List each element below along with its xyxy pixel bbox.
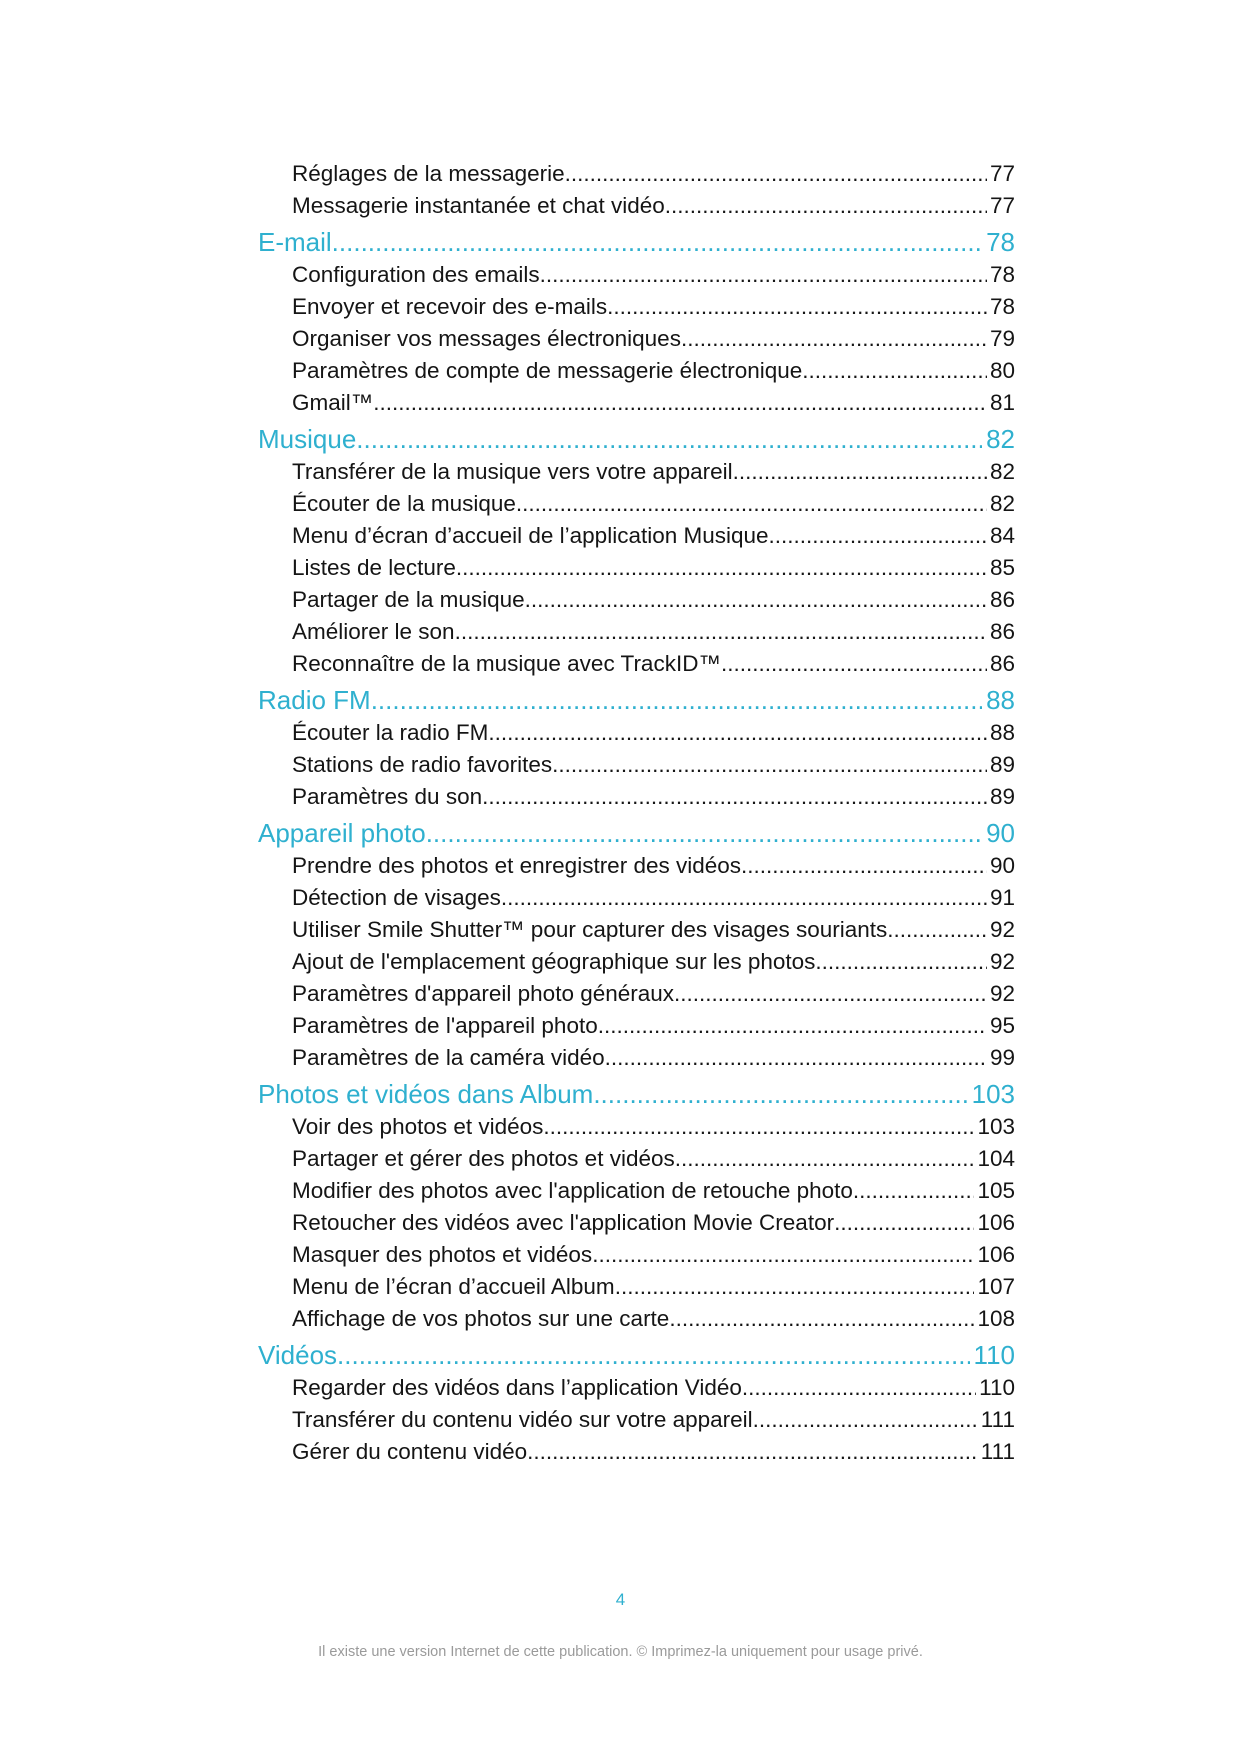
- dot-leader: [356, 422, 982, 456]
- toc-entry-title: Configuration des emails: [292, 262, 540, 287]
- toc-entry-title: Masquer des photos et vidéos: [292, 1242, 593, 1267]
- toc-entry[interactable]: [258, 1239, 1015, 1271]
- dot-leader: [371, 683, 982, 717]
- toc-entry[interactable]: [258, 749, 1015, 781]
- toc-entry-title: Voir des photos et vidéos: [292, 1114, 544, 1139]
- toc-section-title: Vidéos: [258, 1340, 338, 1370]
- dot-leader: [853, 1175, 975, 1207]
- dot-leader: [669, 1303, 974, 1335]
- toc-entry-page: 92: [989, 981, 1015, 1006]
- toc-entry-title: Envoyer et recevoir des e-mails: [292, 294, 608, 319]
- toc-entry[interactable]: [258, 882, 1015, 914]
- toc-entry-title: Transférer du contenu vidéo sur votre appareil: [292, 1407, 753, 1432]
- toc-entry[interactable]: [258, 387, 1015, 419]
- toc-entry-page: 111: [980, 1439, 1015, 1464]
- dot-leader: [681, 323, 987, 355]
- toc-entry-title: Améliorer le son: [292, 619, 455, 644]
- toc-section-heading[interactable]: [258, 683, 1015, 717]
- toc-entry[interactable]: [258, 1175, 1015, 1207]
- table-of-contents: [258, 158, 1015, 1468]
- toc-entry-page: 95: [989, 1013, 1015, 1038]
- toc-entry-page: 80: [989, 358, 1015, 383]
- dot-leader: [540, 259, 987, 291]
- dot-leader: [665, 190, 987, 222]
- toc-section-page: 103: [971, 1079, 1015, 1109]
- toc-section-heading[interactable]: [258, 1077, 1015, 1111]
- dot-leader: [834, 1207, 974, 1239]
- toc-section-page: 88: [986, 685, 1015, 715]
- toc-entry[interactable]: [258, 781, 1015, 813]
- toc-entry-page: 89: [989, 784, 1015, 809]
- dot-leader: [456, 552, 987, 584]
- toc-entry[interactable]: [258, 158, 1015, 190]
- dot-leader: [525, 584, 987, 616]
- toc-entry[interactable]: [258, 1111, 1015, 1143]
- toc-entry-title: Menu de l’écran d’accueil Album: [292, 1274, 615, 1299]
- toc-entry-page: 92: [989, 949, 1015, 974]
- toc-entry[interactable]: [258, 946, 1015, 978]
- toc-entry-page: 92: [989, 917, 1015, 942]
- toc-entry-title: Stations de radio favorites: [292, 752, 553, 777]
- toc-section-heading[interactable]: [258, 225, 1015, 259]
- toc-entry-page: 106: [977, 1210, 1015, 1235]
- toc-entry[interactable]: [258, 488, 1015, 520]
- toc-entry-title: Gérer du contenu vidéo: [292, 1439, 528, 1464]
- toc-entry-page: 89: [989, 752, 1015, 777]
- toc-entry-title: Paramètres d'appareil photo généraux: [292, 981, 675, 1006]
- dot-leader: [501, 882, 987, 914]
- toc-entry-page: 107: [977, 1274, 1015, 1299]
- toc-entry-title: Messagerie instantanée et chat vidéo: [292, 193, 665, 218]
- toc-entry-page: 108: [977, 1306, 1015, 1331]
- toc-entry-title: Menu d’écran d’accueil de l’application Musique: [292, 523, 769, 548]
- page-number: 4: [615, 1590, 626, 1609]
- toc-section-title: Photos et vidéos dans Album: [258, 1079, 594, 1109]
- dot-leader: [552, 749, 987, 781]
- toc-entry-page: 86: [989, 587, 1015, 612]
- toc-entry-page: 81: [989, 390, 1015, 415]
- dot-leader: [565, 158, 987, 190]
- dot-leader: [455, 616, 987, 648]
- toc-entry-page: 105: [977, 1178, 1015, 1203]
- dot-leader: [615, 1271, 975, 1303]
- toc-entry-title: Écouter la radio FM: [292, 720, 489, 745]
- toc-entry[interactable]: [258, 850, 1015, 882]
- dot-leader: [675, 1143, 975, 1175]
- toc-entry-title: Détection de visages: [292, 885, 501, 910]
- toc-section-page: 90: [986, 818, 1015, 848]
- toc-entry-title: Paramètres de compte de messagerie électronique: [292, 358, 803, 383]
- toc-entry-title: Affichage de vos photos sur une carte: [292, 1306, 670, 1331]
- toc-entry[interactable]: [258, 616, 1015, 648]
- toc-section-title: E-mail: [258, 227, 332, 257]
- toc-section-heading[interactable]: [258, 422, 1015, 456]
- dot-leader: [482, 781, 987, 813]
- toc-entry-page: 111: [980, 1407, 1015, 1432]
- dot-leader: [815, 946, 987, 978]
- dot-leader: [373, 387, 987, 419]
- toc-entry-page: 106: [977, 1242, 1015, 1267]
- dot-leader: [802, 355, 987, 387]
- toc-section-heading[interactable]: [258, 816, 1015, 850]
- toc-entry-page: 90: [989, 853, 1015, 878]
- toc-entry-page: 91: [989, 885, 1015, 910]
- dot-leader: [332, 225, 982, 259]
- toc-entry-title: Listes de lecture: [292, 555, 456, 580]
- toc-entry-title: Réglages de la messagerie: [292, 161, 565, 186]
- toc-entry-title: Organiser vos messages électroniques: [292, 326, 681, 351]
- toc-section-title: Musique: [258, 424, 357, 454]
- toc-entry[interactable]: [258, 584, 1015, 616]
- dot-leader: [426, 816, 982, 850]
- dot-leader: [593, 1077, 967, 1111]
- dot-leader: [733, 456, 987, 488]
- toc-section-page: 78: [986, 227, 1015, 257]
- dot-leader: [769, 520, 987, 552]
- toc-entry-title: Partager de la musique: [292, 587, 525, 612]
- toc-entry[interactable]: [258, 1404, 1015, 1436]
- dot-leader: [741, 850, 987, 882]
- toc-entry[interactable]: [258, 323, 1015, 355]
- toc-entry-page: 86: [989, 651, 1015, 676]
- toc-section-heading[interactable]: [258, 1338, 1015, 1372]
- toc-entry-title: Paramètres de la caméra vidéo: [292, 1045, 605, 1070]
- toc-entry-title: Gmail™: [292, 390, 374, 415]
- toc-entry[interactable]: [258, 1372, 1015, 1404]
- toc-entry-page: 85: [989, 555, 1015, 580]
- toc-entry-title: Retoucher des vidéos avec l'application Movie Creator: [292, 1210, 835, 1235]
- toc-entry-page: 110: [979, 1375, 1015, 1400]
- toc-entry-page: 84: [989, 523, 1015, 548]
- dot-leader: [753, 1404, 978, 1436]
- dot-leader: [742, 1372, 976, 1404]
- toc-entry-title: Modifier des photos avec l'application de retouche photo: [292, 1178, 853, 1203]
- toc-entry-page: 77: [989, 161, 1015, 186]
- toc-section-page: 82: [986, 424, 1015, 454]
- footer-note: Il existe une version Internet de cette publication. © Imprimez-la uniquement pour usage privé.: [318, 1644, 923, 1660]
- dot-leader: [592, 1239, 974, 1271]
- toc-entry[interactable]: [258, 552, 1015, 584]
- toc-entry-page: 99: [989, 1045, 1015, 1070]
- dot-leader: [488, 717, 987, 749]
- dot-leader: [674, 978, 987, 1010]
- toc-entry[interactable]: [258, 190, 1015, 222]
- toc-entry-title: Écouter de la musique: [292, 491, 516, 516]
- toc-entry[interactable]: [258, 1143, 1015, 1175]
- toc-entry[interactable]: [258, 1207, 1015, 1239]
- toc-entry-title: Reconnaître de la musique avec TrackID™: [292, 651, 721, 676]
- toc-entry[interactable]: [258, 1271, 1015, 1303]
- toc-section-title: Radio FM: [258, 685, 371, 715]
- dot-leader: [607, 291, 987, 323]
- toc-entry[interactable]: [258, 1303, 1015, 1335]
- dot-leader: [337, 1338, 970, 1372]
- toc-entry[interactable]: [258, 355, 1015, 387]
- toc-entry[interactable]: [258, 1042, 1015, 1074]
- toc-entry-page: 104: [977, 1146, 1015, 1171]
- toc-section-page: 110: [973, 1340, 1015, 1370]
- toc-entry-title: Ajout de l'emplacement géographique sur les photos: [292, 949, 816, 974]
- toc-entry-title: Transférer de la musique vers votre appareil: [292, 459, 733, 484]
- toc-entry[interactable]: [258, 520, 1015, 552]
- dot-leader: [887, 914, 987, 946]
- toc-entry[interactable]: [258, 456, 1015, 488]
- toc-entry-page: 103: [977, 1114, 1015, 1139]
- toc-entry[interactable]: [258, 717, 1015, 749]
- dot-leader: [543, 1111, 974, 1143]
- toc-entry[interactable]: [258, 978, 1015, 1010]
- toc-entry-page: 78: [989, 262, 1015, 287]
- toc-entry[interactable]: [258, 1436, 1015, 1468]
- dot-leader: [516, 488, 987, 520]
- dot-leader: [527, 1436, 978, 1468]
- toc-entry[interactable]: [258, 291, 1015, 323]
- toc-entry-page: 82: [989, 459, 1015, 484]
- toc-entry-title: Regarder des vidéos dans l’application Vidéo: [292, 1375, 742, 1400]
- toc-entry-title: Prendre des photos et enregistrer des vidéos: [292, 853, 742, 878]
- toc-entry-page: 78: [989, 294, 1015, 319]
- toc-entry[interactable]: [258, 648, 1015, 680]
- dot-leader: [605, 1042, 987, 1074]
- toc-section-title: Appareil photo: [258, 818, 426, 848]
- toc-entry-title: Partager et gérer des photos et vidéos: [292, 1146, 675, 1171]
- toc-entry-title: Utiliser Smile Shutter™ pour capturer des visages souriants: [292, 917, 888, 942]
- toc-entry-page: 82: [989, 491, 1015, 516]
- dot-leader: [721, 648, 987, 680]
- toc-entry[interactable]: [258, 914, 1015, 946]
- dot-leader: [598, 1010, 987, 1042]
- toc-entry-page: 77: [989, 193, 1015, 218]
- toc-entry-page: 86: [989, 619, 1015, 644]
- toc-entry-page: 79: [989, 326, 1015, 351]
- toc-entry-page: 88: [989, 720, 1015, 745]
- toc-entry-title: Paramètres de l'appareil photo: [292, 1013, 598, 1038]
- toc-entry[interactable]: [258, 1010, 1015, 1042]
- toc-entry-title: Paramètres du son: [292, 784, 483, 809]
- toc-entry[interactable]: [258, 259, 1015, 291]
